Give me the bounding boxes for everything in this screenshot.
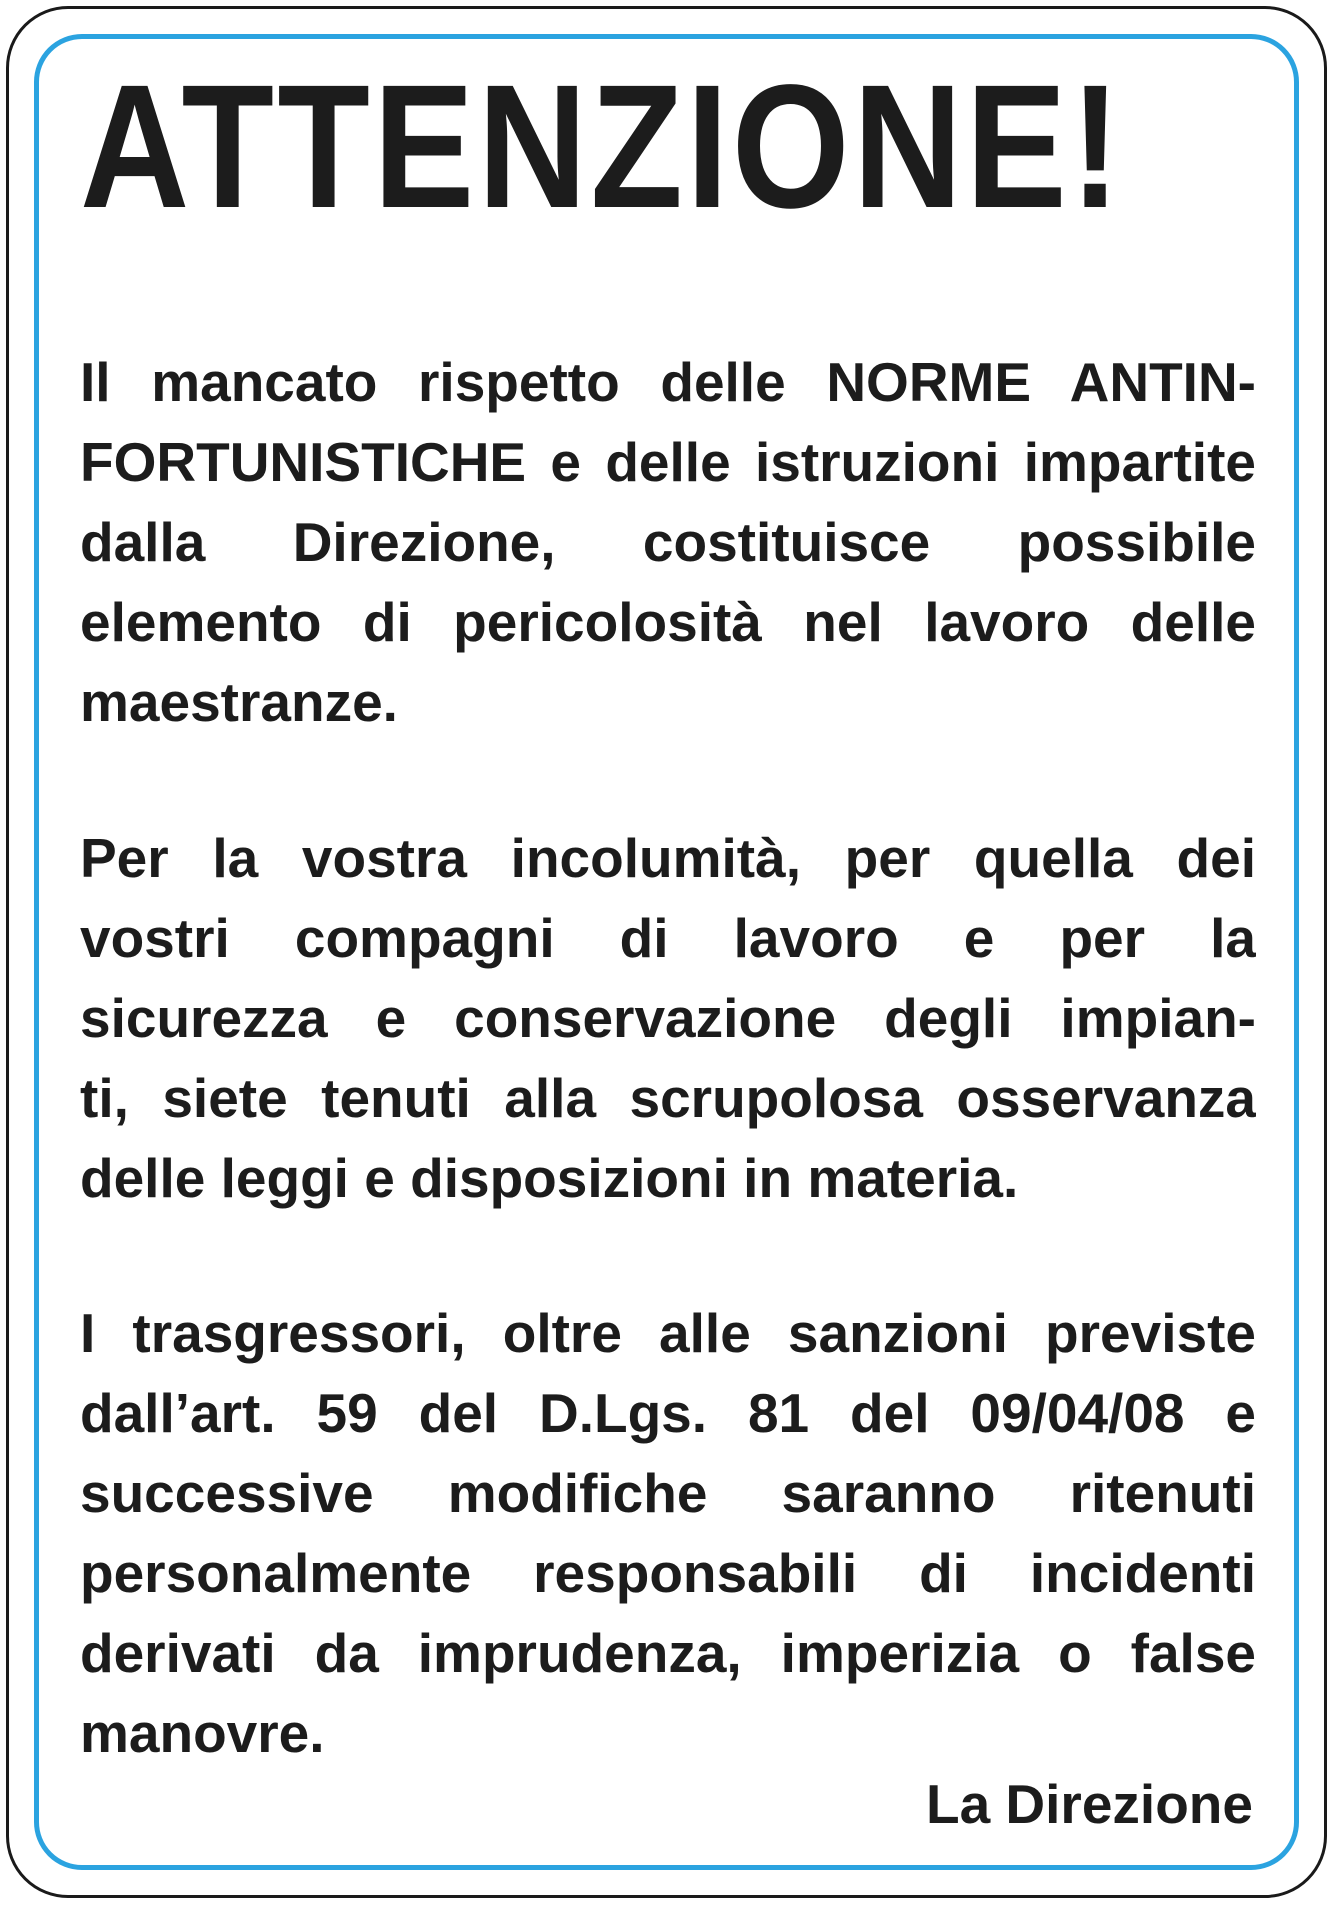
paragraph-safety-rules: [80, 342, 1256, 742]
paragraph-line: derivati da imprudenza, imperizia o false: [80, 1622, 1256, 1684]
paragraph-line: I trasgressori, oltre alle sanzioni previste: [80, 1302, 1256, 1364]
paragraph-line: Per la vostra incolumità, per quella dei: [80, 827, 1256, 889]
paragraph-line: Il mancato rispetto delle NORME ANTIN-: [80, 351, 1256, 413]
paragraph-line: maestranze.: [80, 671, 398, 733]
paragraph-line: ti, siete tenuti alla scrupolosa osservanza: [80, 1067, 1256, 1129]
paragraph-line: successive modifiche saranno ritenuti: [80, 1462, 1256, 1524]
paragraph-sanctions: [80, 1293, 1256, 1773]
paragraph-line: elemento di pericolosità nel lavoro delle: [80, 591, 1256, 653]
paragraph-obligations: [80, 818, 1256, 1218]
paragraph-line: sicurezza e conservazione degli impian-: [80, 987, 1256, 1049]
paragraph-line: dalla Direzione, costituisce possibile: [80, 511, 1256, 573]
paragraph-line: FORTUNISTICHE e delle istruzioni impartite: [80, 431, 1256, 493]
paragraph-line: vostri compagni di lavoro e per la: [80, 907, 1256, 969]
sign-title: ATTENZIONE!: [80, 49, 1124, 245]
paragraph-line: manovre.: [80, 1702, 325, 1764]
paragraph-line: personalmente responsabili di incidenti: [80, 1542, 1256, 1604]
paragraph-line: delle leggi e disposizioni in materia.: [80, 1147, 1019, 1209]
signature: La Direzione: [925, 1773, 1253, 1835]
paragraph-line: dall’art. 59 del D.Lgs. 81 del 09/04/08 e: [80, 1382, 1256, 1444]
